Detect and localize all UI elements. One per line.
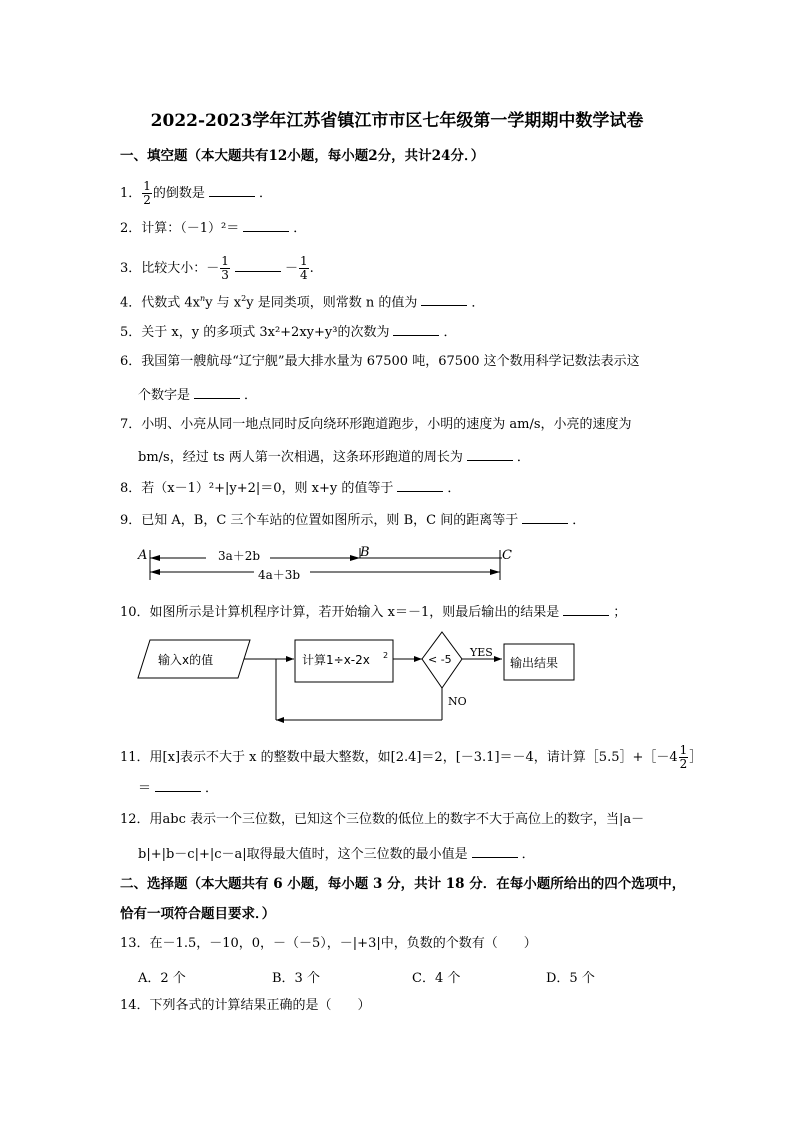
- question-11-line2: ＝ ．: [138, 781, 219, 796]
- page-title: 2022-2023学年江苏省镇江市市区七年级第一学期期中数学试卷: [150, 111, 644, 131]
- answer-blank[interactable]: [235, 259, 281, 272]
- question-13: 13．在－1.5，－10，0，－（－5），－|+3|中，负数的个数有（ ）: [120, 936, 537, 951]
- question-8: 8．若（x－1）²+|y+2|＝0，则 x+y 的值等于 ．: [120, 481, 461, 496]
- question-9: 9．已知 A，B，C 三个车站的位置如图所示，则 B，C 间的距离等于 ．: [120, 513, 586, 528]
- calc-label: 计算1÷x-2x: [302, 653, 370, 667]
- section-heading-choice-line2: 恰有一项符合题目要求．）: [120, 906, 276, 922]
- answer-blank[interactable]: [155, 779, 201, 792]
- fraction: $\frac{1}{2}$: [679, 743, 688, 771]
- question-14: 14．下列各式的计算结果正确的是（ ）: [120, 998, 371, 1013]
- question-10: 10．如图所示是计算机程序计算，若开始输入 x＝－1，则最后输出的结果是 ；: [120, 605, 627, 620]
- no-label: NO: [448, 695, 467, 708]
- label-a: A: [138, 548, 148, 563]
- calc-exponent: 2: [383, 651, 389, 660]
- arrow-left-ab: [150, 555, 160, 561]
- input-label: 输入x的值: [158, 653, 214, 667]
- question-7: 7．小明、小亮从同一地点同时反向绕环形跑道跑步，小明的速度为 am/s，小亮的速度为: [120, 417, 632, 432]
- option-a[interactable]: A．2 个: [138, 971, 186, 986]
- answer-blank[interactable]: [563, 603, 609, 616]
- fraction: $\frac{1}{3}$: [221, 254, 229, 282]
- fraction: $\frac{1}{2}$: [143, 179, 151, 207]
- arrow-left-ac: [150, 569, 160, 575]
- label-ab: 3a＋2b: [218, 549, 261, 563]
- arrow-to-output: [494, 656, 502, 662]
- question-12: 12．用abc 表示一个三位数，已知这个三位数的低位上的数字不大于高位上的数字，当|a－: [120, 812, 645, 827]
- answer-blank[interactable]: [209, 184, 255, 197]
- arrow-right-ac: [490, 569, 500, 575]
- question-6-line2: 个数字是 ．: [138, 388, 258, 403]
- answer-blank[interactable]: [393, 323, 439, 336]
- question-number: 1．: [120, 186, 142, 201]
- program-flowchart: [130, 630, 590, 730]
- arrow-right-ab: [350, 555, 360, 561]
- label-c: C: [502, 548, 512, 563]
- answer-blank[interactable]: [194, 386, 240, 399]
- option-b[interactable]: B．3 个: [272, 971, 320, 986]
- question-6: 6．我国第一艘航母“辽宁舰”最大排水量为 67500 吨，67500 这个数用科学记数法表示这: [120, 354, 640, 369]
- answer-blank[interactable]: [243, 219, 289, 232]
- answer-blank[interactable]: [522, 511, 568, 524]
- option-d[interactable]: D．5 个: [546, 971, 595, 986]
- question-12-line2: b|+|b－c|+|c－a|取得最大值时，这个三位数的最小值是 ．: [138, 847, 535, 862]
- question-4: 4．代数式 $4x^ny$ 与 $x^2y$ 是同类项，则常数 n 的值为 ．: [120, 294, 485, 311]
- question-1: 1． $\frac{1}{2}$ 的倒数是 ．: [120, 179, 272, 207]
- arrow-loop-back: [276, 717, 284, 723]
- question-2: 2．计算：（－1）²＝ ．: [120, 221, 307, 236]
- question-3: 3．比较大小：－ $\frac{1}{3}$ － $\frac{1}{4}$ .: [120, 254, 314, 282]
- section-heading-fill-blank: 一、填空题（本大题共有12小题，每小题2分，共计24分．）: [120, 148, 485, 164]
- section-heading-choice: 二、选择题（本大题共有 6 小题，每小题 3 分，共计 18 分．在每小题所给出的四个选项中，: [120, 876, 686, 892]
- answer-blank[interactable]: [421, 293, 467, 306]
- yes-label: YES: [470, 646, 493, 659]
- question-11: 11．用[x]表示不大于 x 的整数中最大整数，如[2.4]＝2，[－3.1]＝－4，请计算［5.5］+［－4 $\frac{1}{2}$ ］: [120, 743, 703, 771]
- arrow-to-calc: [286, 656, 294, 662]
- arrow-to-cond: [414, 656, 422, 662]
- station-diagram: [136, 540, 526, 590]
- answer-blank[interactable]: [467, 448, 513, 461]
- question-5: 5．关于 x，y 的多项式 3x²+2xy+y³的次数为 ．: [120, 325, 457, 340]
- label-b: B: [360, 545, 370, 560]
- question-7-line2: bm/s，经过 ts 两人第一次相遇，这条环形跑道的周长为 ．: [138, 450, 530, 465]
- label-ac: 4a＋3b: [258, 568, 301, 582]
- condition-label: < -5: [428, 653, 452, 666]
- answer-blank[interactable]: [472, 845, 518, 858]
- option-c[interactable]: C．4 个: [412, 971, 461, 986]
- answer-blank[interactable]: [397, 479, 443, 492]
- output-label: 输出结果: [510, 656, 559, 670]
- fraction: $\frac{1}{4}$: [299, 254, 308, 282]
